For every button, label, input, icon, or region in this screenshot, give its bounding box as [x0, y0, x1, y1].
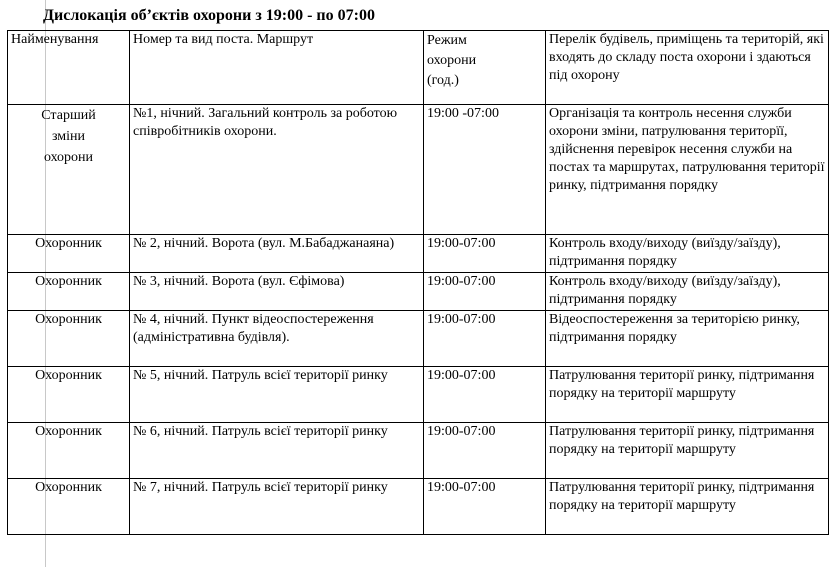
cell-mode: 19:00-07:00	[424, 235, 546, 273]
cell-name: Охоронник	[8, 423, 130, 479]
table-row	[8, 235, 829, 273]
cell-mode: 19:00-07:00	[424, 367, 546, 423]
cell-objects: Організація та контроль несення служби охорони зміни, патрулювання територїї, здійснення перевірок несення служби на постах та маршрутах, патрулювання території ринку, підтримання порядку	[546, 105, 829, 235]
cell-post: №1, нічний. Загальний контроль за роботою співробітників охорони.	[130, 105, 424, 235]
cell-name: Охоронник	[8, 311, 130, 367]
table-row	[8, 479, 829, 535]
cell-name-text: Старший зміни охорони	[41, 108, 96, 165]
table-header-row	[8, 31, 829, 105]
cell-objects: Контроль входу/виходу (виїзду/заїзду), підтримання порядку	[546, 273, 829, 311]
header-post: Номер та вид поста. Маршрут	[130, 31, 424, 105]
cell-name: Охоронник	[8, 273, 130, 311]
cell-name: Охоронник	[8, 367, 130, 423]
header-name: Найменування	[8, 31, 130, 105]
table-row	[8, 311, 829, 367]
cell-name: Охоронник	[8, 479, 130, 535]
cell-objects: Контроль входу/виходу (виїзду/заїзду), підтримання порядку	[546, 235, 829, 273]
header-mode-text: Режим охорони (год.)	[427, 33, 477, 88]
cell-post: № 3, нічний. Ворота (вул. Єфімова)	[130, 273, 424, 311]
cell-mode: 19:00-07:00	[424, 311, 546, 367]
cell-objects: Патрулювання території ринку, підтримання порядку на території маршруту	[546, 423, 829, 479]
cell-objects: Патрулювання території ринку, підтримання порядку на території маршруту	[546, 479, 829, 535]
document-title: Дислокація об’єктів охорони з 19:00 - по 07:00	[43, 7, 375, 24]
cell-post: № 5, нічний. Патруль всієї території ринку	[130, 367, 424, 423]
guard-schedule-table	[7, 30, 829, 535]
table-row	[8, 105, 829, 235]
header-objects: Перелік будівель, приміщень та територій, які входять до складу поста охорони і здаються під охорону	[546, 31, 829, 105]
cell-post: № 7, нічний. Патруль всієї території ринку	[130, 479, 424, 535]
table-row	[8, 423, 829, 479]
cell-mode: 19:00-07:00	[424, 273, 546, 311]
cell-objects: Патрулювання території ринку, підтримання порядку на території маршруту	[546, 367, 829, 423]
table-row	[8, 367, 829, 423]
cell-post: № 2, нічний. Ворота (вул. М.Бабаджанаяна)	[130, 235, 424, 273]
table-row	[8, 273, 829, 311]
cell-name: Охоронник	[8, 235, 130, 273]
cell-objects: Відеоспостереження за територією ринку, підтримання порядку	[546, 311, 829, 367]
cell-post: № 6, нічний. Патруль всієї території ринку	[130, 423, 424, 479]
cell-name	[8, 105, 130, 235]
header-mode	[424, 31, 546, 105]
cell-post: № 4, нічний. Пункт відеоспостереження (адміністративна будівля).	[130, 311, 424, 367]
cell-mode: 19:00 -07:00	[424, 105, 546, 235]
cell-mode: 19:00-07:00	[424, 423, 546, 479]
cell-mode: 19:00-07:00	[424, 479, 546, 535]
